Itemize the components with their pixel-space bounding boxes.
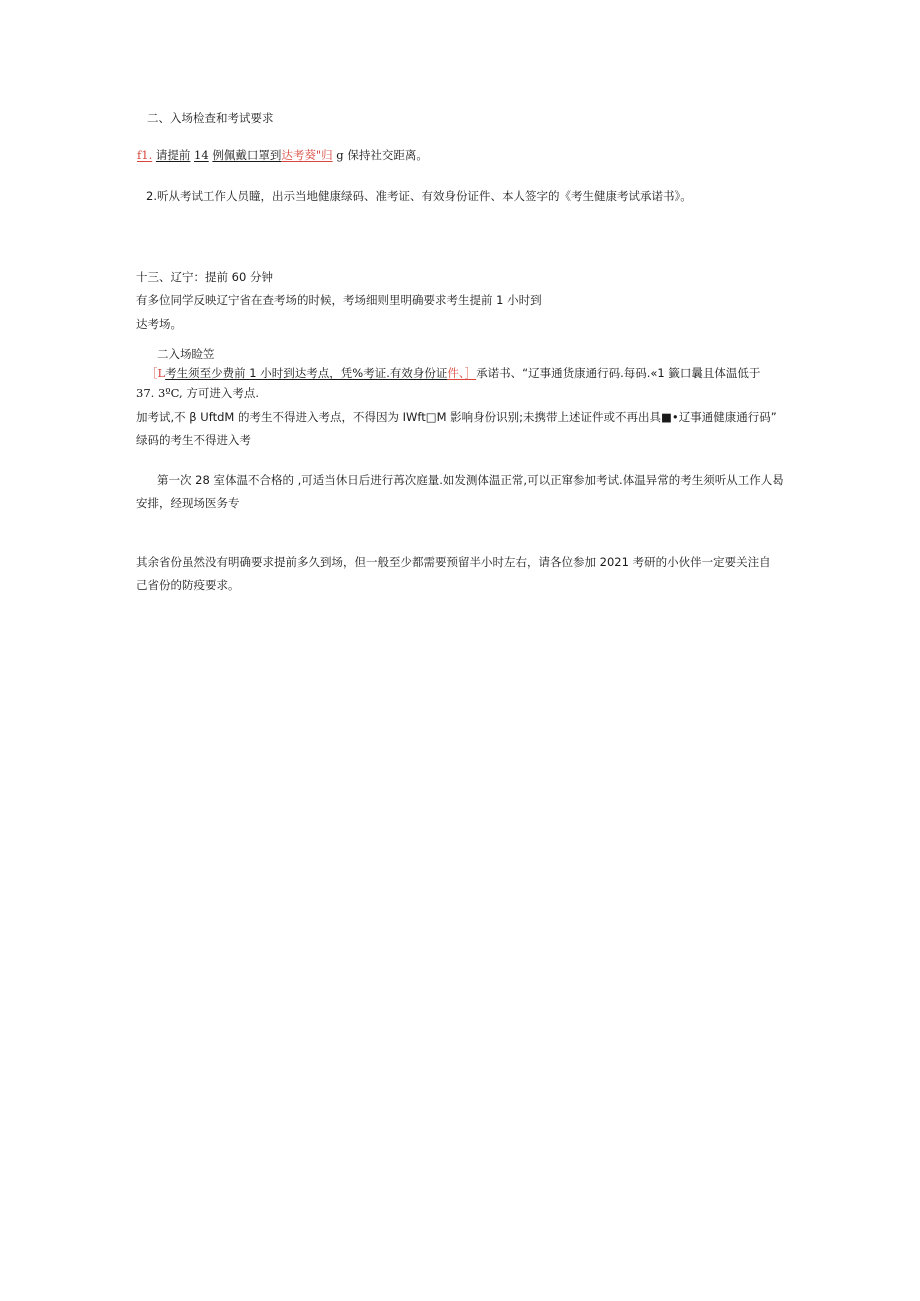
body-text-line: 有多位同学反映辽宁省在查考场的时候，考场细则里明确要求考生提前 1 小时到 bbox=[136, 293, 542, 307]
requirement-item bbox=[137, 147, 428, 163]
body-text bbox=[136, 316, 182, 332]
body-paragraph-text: 第一次 28 室体温不合格的 ,可适当休日后进行苒次庭量.如发测体温正常,可以正窜参加考试.体温异常的考生须听从工作人曷安排，经现场医务专 bbox=[136, 473, 784, 510]
item-text: 2.听从考试工作人员瞳，出示当地健康绿码、准考证、有效身份证件、本人签字的《考生健康考试承诺书》。 bbox=[146, 189, 692, 203]
item-text: 例佩戴口罩到 bbox=[212, 148, 282, 162]
body-text bbox=[136, 385, 259, 401]
item-text: 请提前 bbox=[155, 148, 191, 162]
item-number: 14 bbox=[194, 148, 209, 162]
item-prefix: ［L bbox=[146, 366, 166, 380]
closing-paragraph bbox=[136, 551, 776, 597]
body-text bbox=[136, 409, 777, 425]
body-text bbox=[136, 292, 542, 308]
sub-heading bbox=[157, 346, 215, 362]
section-heading-text: 十三、辽宁：提前 60 分钟 bbox=[136, 270, 273, 284]
item-highlight: 达考葵"归 bbox=[281, 148, 333, 162]
section-heading bbox=[136, 269, 273, 285]
item-text: 保持社交距离。 bbox=[347, 148, 428, 162]
body-text-line: 达考场。 bbox=[136, 317, 182, 331]
body-text-line: 绿码的考生不得进入考 bbox=[136, 433, 251, 447]
body-paragraph bbox=[136, 469, 786, 515]
item-text: 考生须至少费前 1 小时到达考点，凭%考证.有效身份证 bbox=[165, 366, 448, 380]
body-text bbox=[136, 432, 251, 448]
sub-heading-text: 二入场睑笠 bbox=[157, 347, 215, 361]
item-prefix: f1. bbox=[137, 148, 153, 162]
body-text-line: 加考试,不 β UftdM 的考生不得进入考点，不得因为 IWft□M 影响身份识别;未携带上述证件或不再出具■•辽事通健康通行码” bbox=[136, 410, 777, 424]
requirement-item bbox=[146, 365, 760, 381]
requirement-item bbox=[146, 188, 692, 204]
body-text-line: 37. 3ºC, 方可进入考点. bbox=[136, 386, 260, 400]
section-heading bbox=[147, 110, 274, 126]
item-text: g bbox=[336, 148, 344, 162]
section-heading-text: 二、入场检查和考试要求 bbox=[147, 111, 274, 125]
closing-paragraph-text: 其余省份虽然没有明确要求提前多久到场，但一般至少都需要预留半小时左右，请各位参加 2021 考研的小伙伴一定要关注自己省份的防疫要求。 bbox=[136, 555, 771, 592]
item-text: 承诺书、“辽事通货康通行码.每码.«1 籤口曩且体温低于 bbox=[476, 366, 761, 380]
item-highlight: 件、］ bbox=[447, 366, 477, 380]
